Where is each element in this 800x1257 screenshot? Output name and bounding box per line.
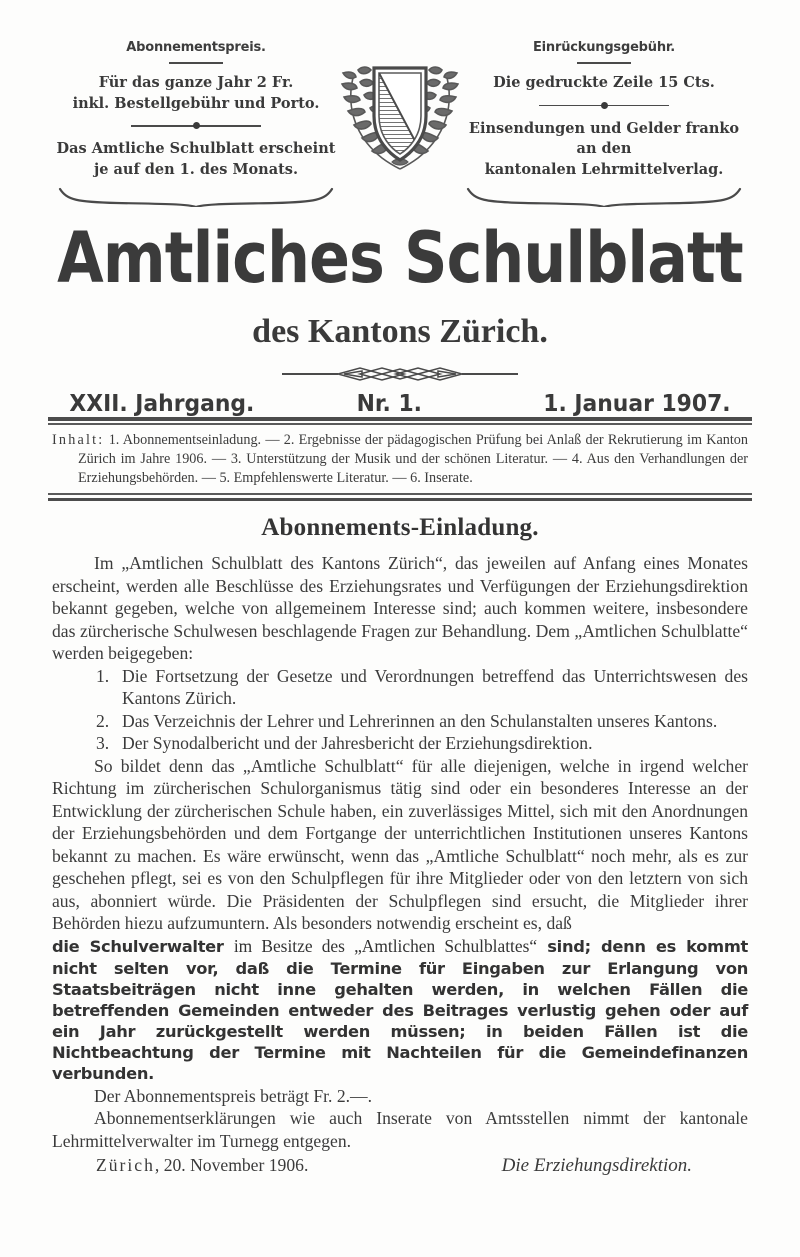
page-title: Amtliches Schulblatt [57,217,743,300]
subscription-price-line-2: inkl. Bestellgebühr und Porto. [72,94,320,112]
emphasis-part-2: sind; denn es kommt nicht selten vor, daß die Termine für Eingaben zur Erlangung von Staatsbeiträgen nicht inne gehalten werden, in welchen Fällen die betreffenden Gemeinden entweder des Beitrages verlustig gehen oder auf ein Jahr zurückgestellt werden müssen; in beiden Fällen ist die Nichtbeachtung der Termine mit Nachteilen für die Gemeindefinanzen verbunden. [52,936,748,1084]
divider-rule [577,62,631,64]
dot-divider-icon [539,101,669,111]
list-item-number: 2. [96,710,110,731]
insertion-fee-line-1: Die gedruckte Zeile 15 Cts. [493,74,715,91]
subscription-price-line-1: Für das ganze Jahr 2 Fr. [98,74,294,91]
decorative-brace-icon [57,187,335,207]
emphasis-part-1: die Schulverwalter [52,936,224,956]
contents-block [0,425,800,494]
paragraph-2: So bildet denn das „Amtliche Schulblatt“ für alle diejenigen, welche in irgend welcher Richtung im zürcherischen Schulorganismus tätig sind oder ein besonderes Interesse an der Entwicklung der zürcherischen Schule haben, ein zuverlässiges Mittel, sich mit den Anordnungen der Erziehungsbehörden und dem Fortgange der unterrichtlichen Institutionen unseres Kantons bekannt zu machen. Es wäre erwünscht, wenn das „Amtliche Schulblatt“ noch mehr, als es zur geschehen pflegt, sei es von den Schulpflegen für ihre Mitglieder oder von den letztern von sich aus, abonniert würde. Die Präsidenten der Schulpflegen sind ersucht, die Mitglieder ihrer Behörden hiezu aufzumuntern. Als besonders notwendig erscheint es, daß [52,755,748,934]
decorative-brace-icon [465,187,743,207]
paragraph-1: Im „Amtlichen Schulblatt des Kantons Zürich“, das jeweilen auf Anfang eines Monates erscheint, werden alle Beschlüsse des Erziehungsrates und Verfügungen der Erziehungsdirektion bekannt gegeben, welche von allgemeinem Interesse sind; auch kommen weitere, insbesondere das zürcherische Schulwesen beschlagende Fragen zur Behandlung. Dem „Amtlichen Schulblatte“ werden beigegeben: [52,553,748,664]
emphasis-serif-quote: im Besitze des „Amtlichen Schulblattes“ [233,935,538,956]
submissions-line-3: kantonalen Lehrmittelverlag. [484,160,724,178]
signature-date: , 20. November 1906. [154,1155,309,1176]
issue-line [20,391,780,417]
list-item-text: Der Synodalbericht und der Jahresbericht der Erziehungsdirektion. [122,733,593,754]
publication-schedule-line-2: je auf den 1. des Monats. [93,160,299,178]
emphasized-notice [52,935,748,1085]
publication-schedule-line-1: Das Amtliche Schulblatt erscheint [56,140,336,158]
masthead [0,0,800,207]
volume-label: XXII. Jahrgang. [69,391,255,418]
page-subtitle: des Kantons Zürich. [252,313,548,351]
signature-line [52,1154,748,1178]
contents-paragraph [52,431,748,489]
masthead-right-column [460,36,748,207]
submissions-line-1: Einsendungen und Gelder franko [468,119,740,137]
contents-label: Inhalt: [52,431,105,448]
signature-place-date [96,1154,308,1178]
list-item-number: 1. [96,665,110,686]
issue-date-label: 1. Januar 1907. [543,391,731,418]
article [0,514,800,1178]
list-item [52,710,748,733]
divider-rule [169,62,223,64]
numbered-list [52,665,748,755]
typographic-ornament-icon [280,365,520,383]
list-item [52,732,748,755]
submissions-line-2: an den [576,140,632,158]
rule-thick [48,498,752,502]
contents-text: 1. Abonnementseinladung. — 2. Ergebnisse der pädagogischen Prüfung bei Anlaß der Rekrutierung im Kanton Zürich im Jahre 1906. — 3. Unterstützung der Musik und der schönen Literatur. — 4. Aus den Verhandlungen der Erziehungsbehörden. — 5. Empfehlenswerte Literatur. — 6. Inserate. [78,431,748,487]
article-title: Abonnements-Einladung. [261,514,539,542]
paragraph-4: Abonnementserklärungen wie auch Inserate von Amtsstellen nimmt der kantonale Lehrmittelverwalter im Turnegg entgegen. [52,1108,748,1151]
zurich-coat-of-arms-icon [340,50,460,178]
signature-organization: Die Erziehungsdirektion. [501,1155,692,1177]
dot-divider-icon [131,121,261,131]
subscription-price-heading: Abonnementspreis. [126,40,266,55]
signature-place: Zürich [96,1155,155,1176]
contents-rules-bottom [0,493,800,501]
paragraph-3: Der Abonnementspreis beträgt Fr. 2.—. [94,1085,373,1106]
insertion-fee-heading: Einrückungsgebühr. [533,40,675,55]
contents-rules-top [0,417,800,424]
list-item-text: Das Verzeichnis der Lehrer und Lehrerinnen an den Schulanstalten unseres Kantons. [122,710,718,731]
issue-number-label: Nr. 1. [356,391,422,418]
article-body [52,552,748,1178]
list-item [52,665,748,710]
list-item-number: 3. [96,733,110,754]
list-item-text: Die Fortsetzung der Gesetze und Verordnungen betreffend das Unterrichtswesen des Kantons Zürich. [122,665,748,709]
masthead-left-column [52,36,340,207]
